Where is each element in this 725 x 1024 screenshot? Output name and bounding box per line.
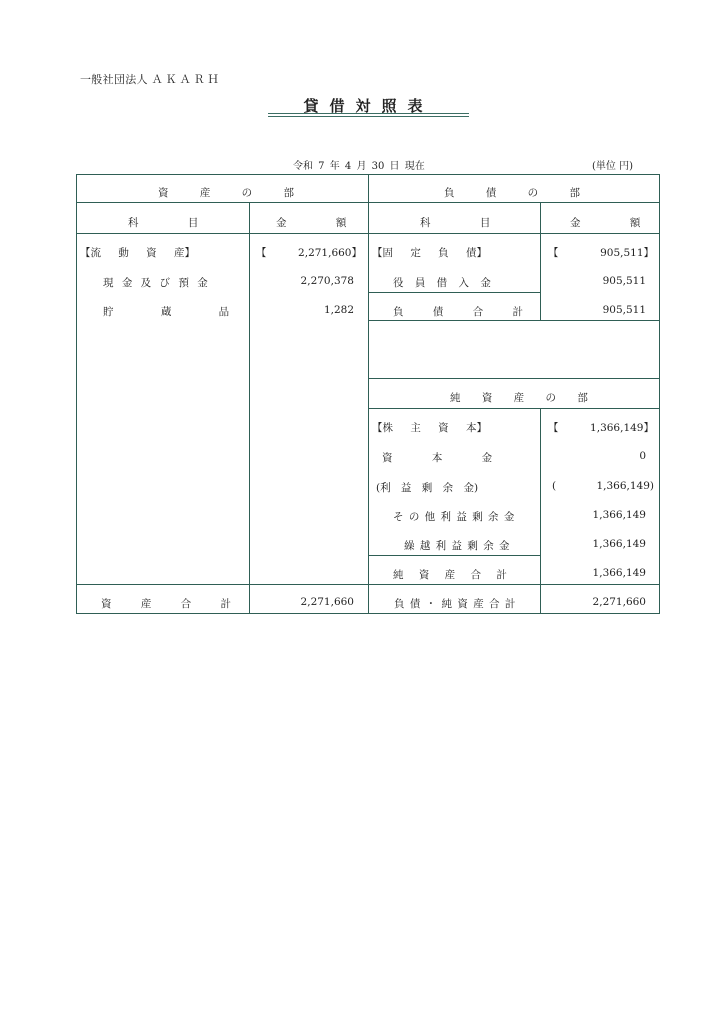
unit-label: (単位 円) [592, 161, 633, 172]
officer-loan-value: 905,511 [602, 275, 646, 287]
row-divider [368, 320, 660, 321]
column-divider [249, 202, 250, 614]
capital-stock-value: 0 [639, 450, 646, 462]
officer-loan-label: 役 員 借 入 金 [393, 277, 491, 289]
fixed-liabilities-label: 【固 定 負 債】 [372, 247, 488, 259]
column-header-item-right: 科 目 [420, 217, 491, 229]
total-liabilities-net-assets-value: 2,271,660 [592, 596, 646, 608]
document-title: 貸借対照表 [303, 97, 434, 115]
capital-stock-label: 資 本 金 [382, 452, 493, 464]
carried-forward-earnings-label: 繰 越 利 益 剰 余 金 [404, 540, 510, 552]
cash-deposits-value: 2,270,378 [300, 275, 354, 287]
shareholders-equity-value: 1,366,149】 [590, 422, 654, 434]
row-divider [368, 292, 540, 293]
column-header-amount-right: 金 額 [570, 217, 641, 229]
inventory-value: 1,282 [323, 304, 354, 316]
total-liabilities-net-assets-label: 負 債 ・ 純 資 産 合 計 [394, 598, 516, 610]
row-divider [368, 555, 540, 556]
fixed-liabilities-bracket: 【 [548, 247, 559, 259]
total-net-assets-label: 純 資 産 合 計 [393, 569, 507, 581]
column-divider-center [368, 174, 369, 614]
shareholders-equity-bracket: 【 [548, 422, 559, 434]
current-assets-label: 【流 動 資 産】 [80, 247, 196, 259]
total-net-assets-value: 1,366,149 [592, 567, 646, 579]
carried-forward-earnings-value: 1,366,149 [592, 538, 646, 550]
retained-earnings-value: 1,366,149) [596, 480, 654, 492]
cash-deposits-label: 現 金 及 び 預 金 [103, 277, 208, 289]
column-divider [540, 202, 541, 320]
other-retained-earnings-value: 1,366,149 [592, 509, 646, 521]
retained-earnings-label: (利 益 剰 余 金) [376, 482, 479, 494]
row-divider [368, 408, 660, 409]
retained-earnings-paren: ( [552, 480, 557, 492]
column-divider [540, 408, 541, 614]
liabilities-section-header: 負 債 の 部 [444, 187, 595, 199]
shareholders-equity-label: 【株 主 資 本】 [372, 422, 488, 434]
title-underline-double [268, 116, 469, 117]
org-prefix: 一般社団法人 [80, 73, 148, 86]
inventory-label: 貯 蔵 品 [103, 306, 230, 318]
column-header-amount: 金 額 [276, 217, 347, 229]
organization-name [80, 71, 222, 87]
assets-section-header: 資 産 の 部 [158, 187, 309, 199]
net-assets-section-header: 純 資 産 の 部 [450, 392, 597, 404]
row-divider [368, 378, 660, 379]
total-assets-label: 資 産 合 計 [101, 598, 232, 610]
other-retained-earnings-label: そ の 他 利 益 剰 余 金 [393, 511, 515, 523]
title-underline [268, 113, 469, 114]
total-liabilities-label: 負 債 合 計 [393, 306, 524, 318]
org-name: ＡＫＡＲＨ [151, 73, 222, 86]
fixed-liabilities-value: 905,511】 [600, 247, 654, 259]
report-date: 令和 7 年 4 月 30 日 現在 [293, 161, 425, 172]
current-assets-bracket: 【 [256, 247, 267, 259]
column-header-item: 科 目 [128, 217, 199, 229]
total-assets-value: 2,271,660 [300, 596, 354, 608]
total-liabilities-value: 905,511 [602, 304, 646, 316]
current-assets-value: 2,271,660】 [298, 247, 362, 259]
